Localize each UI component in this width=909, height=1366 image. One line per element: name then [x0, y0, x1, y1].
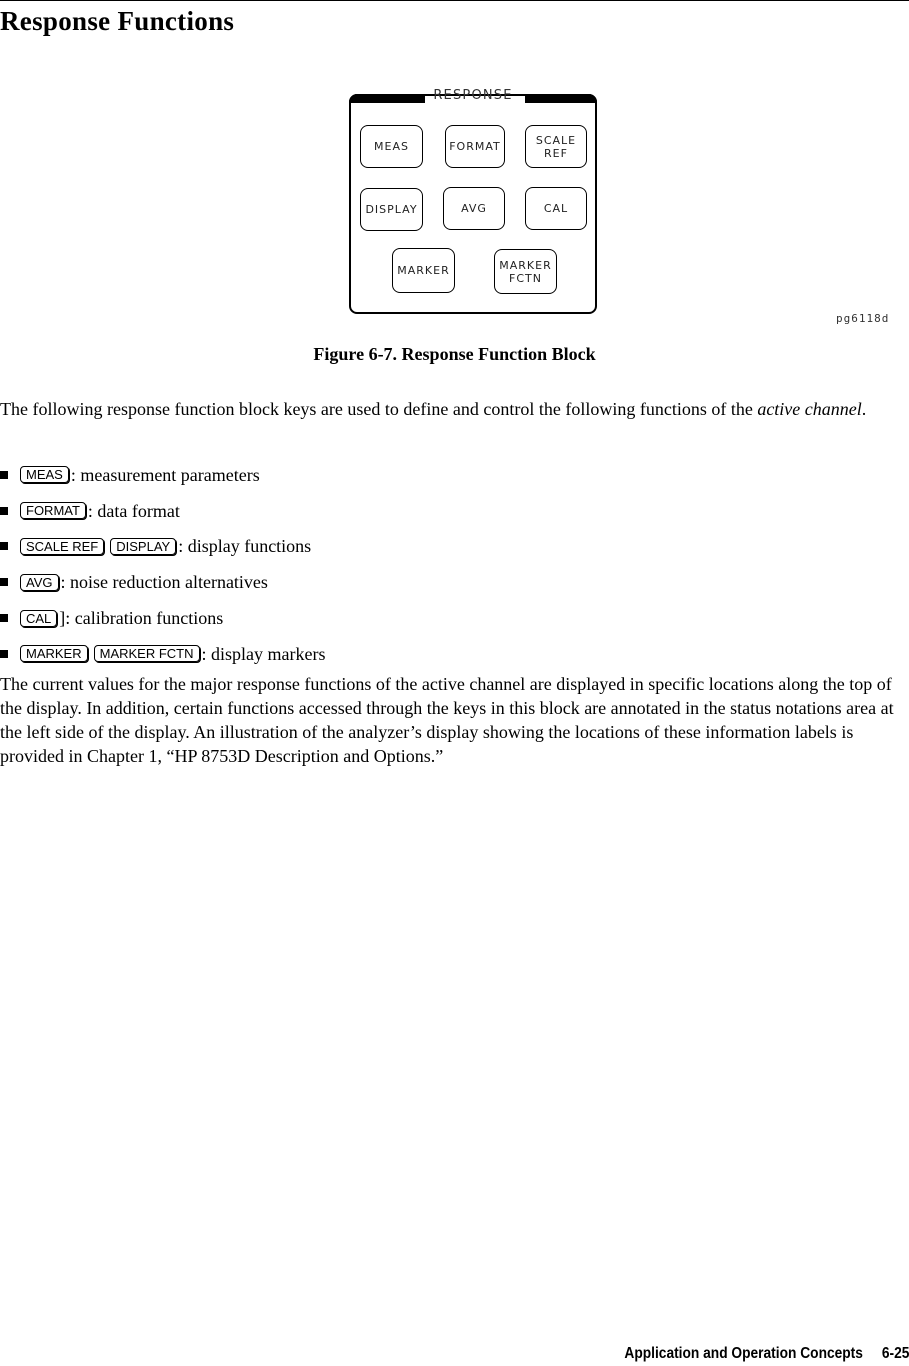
display-softkey: DISPLAY [110, 538, 176, 555]
meas-key: MEAS [360, 125, 423, 168]
list-item [0, 529, 326, 565]
bullet-icon [0, 507, 8, 515]
list-item [0, 636, 326, 672]
cal-softkey: CAL [20, 610, 57, 627]
key-list [0, 457, 326, 672]
format-key: FORMAT [445, 125, 505, 168]
section-title: Response Functions [0, 6, 235, 36]
panel-title: RESPONSE [433, 88, 513, 103]
marker-key: MARKER [392, 248, 455, 293]
response-key-panel [349, 88, 597, 314]
bullet-icon [0, 578, 8, 586]
list-item-description: ]: calibration functions [59, 608, 224, 629]
avg-softkey: AVG [20, 574, 59, 591]
format-softkey: FORMAT [20, 502, 86, 519]
marker-softkey: MARKER [20, 645, 88, 662]
marker-fctn-key: MARKER FCTN [494, 249, 557, 294]
display-key: DISPLAY [360, 188, 423, 231]
meas-softkey: MEAS [20, 466, 69, 483]
footer-chapter-title: Application and Operation Concepts [624, 1345, 863, 1362]
list-item [0, 564, 326, 600]
scale-ref-key: SCALE REF [525, 125, 587, 168]
list-item [0, 493, 326, 529]
intro-end: . [861, 399, 867, 419]
bullet-icon [0, 614, 8, 622]
list-item [0, 457, 326, 493]
page-number: 6-25 [881, 1345, 909, 1362]
figure-caption: Figure 6-7. Response Function Block [313, 344, 596, 364]
list-item-description: : display functions [178, 536, 312, 557]
list-item-description: : data format [87, 500, 180, 521]
list-item-description: : measurement parameters [70, 464, 260, 485]
response-function-figure [0, 80, 909, 340]
marker-fctn-softkey: MARKER FCTN [94, 645, 200, 662]
intro-paragraph [0, 397, 900, 421]
bullet-icon [0, 542, 8, 550]
list-item-description: : noise reduction alternatives [60, 572, 268, 593]
figure-id: pg6118d [836, 312, 890, 325]
page-footer [624, 1345, 909, 1363]
avg-key: AVG [443, 187, 505, 230]
intro-emphasis: active channel [757, 399, 862, 419]
scale-ref-softkey: SCALE REF [20, 538, 104, 555]
bullet-icon [0, 650, 8, 658]
top-rule [0, 0, 909, 1]
bullet-icon [0, 471, 8, 479]
list-item-description: : display markers [201, 643, 326, 664]
closing-paragraph: The current values for the major response functions of the active channel are displayed in specific locations along the top of the display. In addition, certain functions accessed through the keys in this block are annotated in the status notations area at the left side of the display. An illustration of the analyzer’s display showing the locations of these information labels is provided in Chapter 1, “HP 8753D Description and Options.” [0, 674, 894, 766]
intro-text: The following response function block keys are used to define and control the following functions of the [0, 399, 758, 419]
cal-key: CAL [525, 187, 587, 230]
list-item [0, 600, 326, 636]
